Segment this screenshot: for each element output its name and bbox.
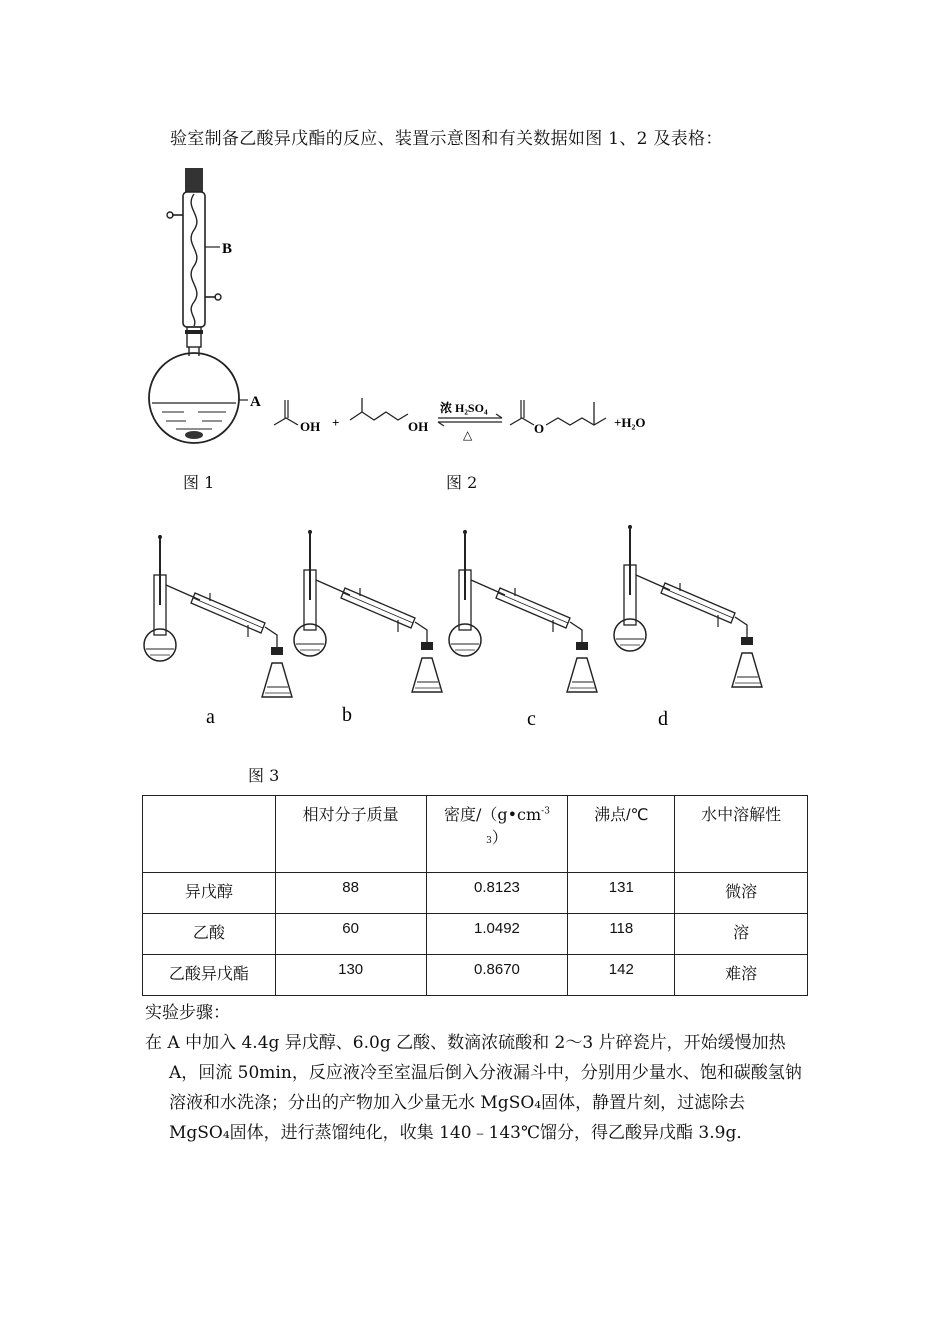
table-cell: 微溶 <box>675 873 808 914</box>
table-cell: 142 <box>568 955 675 996</box>
table-cell: 118 <box>568 914 675 955</box>
reaction-equation-figure <box>270 390 670 445</box>
header-cell: 密度$/(g•cm^{-3}$ 3） <box>426 796 568 873</box>
label-a: A <box>250 394 261 410</box>
table-cell: 88 <box>275 873 426 914</box>
label-a-setup: a <box>206 706 215 728</box>
heat-symbol: △ <box>463 428 473 442</box>
table-row <box>143 955 808 996</box>
table-cell: 溶 <box>675 914 808 955</box>
figure1-caption: 图 1 <box>183 473 215 492</box>
water-text: +H₂O <box>614 415 646 430</box>
figure2-caption: 图 2 <box>446 473 478 492</box>
steps-title: 实验步骤： <box>145 1003 230 1023</box>
table-row <box>143 873 808 914</box>
label-b: B <box>222 241 233 257</box>
plus-text: + <box>332 415 340 430</box>
condenser-coil <box>191 194 197 326</box>
density-header: 密度/（g•cm <box>443 805 542 824</box>
density-sup: -3 <box>541 806 550 817</box>
distillation-apparatus-figure <box>140 505 820 735</box>
header-cell: 相对分子质量 <box>275 796 426 873</box>
table-cell: 60 <box>275 914 426 955</box>
steps-paragraph: 在 A 中加入 4.4g 异戊醇、6.0g 乙酸、数滴浓硫酸和 2～3 片碎瓷片，开始缓慢加热 A，回流 50min，反应液冷至室温后倒入分液漏斗中，分别用少量水、饱和碳酸氢钠溶液和水洗涤；分出的产物加入少量无水 MgSO₄固体，静置片刻，过滤除去 MgSO₄固体，进行蒸馏纯化，收集 140﹣143℃馏分，得乙酸异戊酯 3.9g． <box>145 1033 802 1143</box>
oh-acid-text: OH <box>300 419 321 434</box>
header-cell <box>143 796 276 873</box>
oh-alcohol-text: OH <box>408 419 429 434</box>
label-c-setup: c <box>527 708 536 730</box>
table-row <box>143 914 808 955</box>
properties-table <box>142 795 808 996</box>
table-cell: 异戊醇 <box>143 873 276 914</box>
table-cell: 乙酸 <box>143 914 276 955</box>
header-cell: 沸点/℃ <box>568 796 675 873</box>
intro-text: 验室制备乙酸异戊酯的反应、装置示意图和有关数据如图 1、2 及表格： <box>170 129 723 149</box>
steps-body <box>145 1028 810 1148</box>
distillation-setup-d <box>614 525 762 687</box>
distillation-setup-b <box>294 530 442 692</box>
label-d-setup: d <box>658 708 668 730</box>
density-close: ） <box>491 828 508 847</box>
distillation-setup <box>144 535 292 697</box>
header-cell: 水中溶解性 <box>675 796 808 873</box>
table-cell: 0.8670 <box>426 955 568 996</box>
table-header-row <box>143 796 808 873</box>
ester-o-text: O <box>534 421 545 436</box>
distillation-setup-c <box>449 530 597 692</box>
table-cell: 乙酸异戊酯 <box>143 955 276 996</box>
reflux-apparatus-figure <box>140 160 280 445</box>
label-b-setup: b <box>342 704 352 726</box>
table-cell: 1.0492 <box>426 914 568 955</box>
table-cell: 130 <box>275 955 426 996</box>
catalyst-text: 浓 H₂SO₄ <box>440 401 488 415</box>
stopper <box>185 168 203 192</box>
figure3-caption: 图 3 <box>248 766 280 785</box>
table-cell: 0.8123 <box>426 873 568 914</box>
table-cell: 难溶 <box>675 955 808 996</box>
table-cell: 131 <box>568 873 675 914</box>
